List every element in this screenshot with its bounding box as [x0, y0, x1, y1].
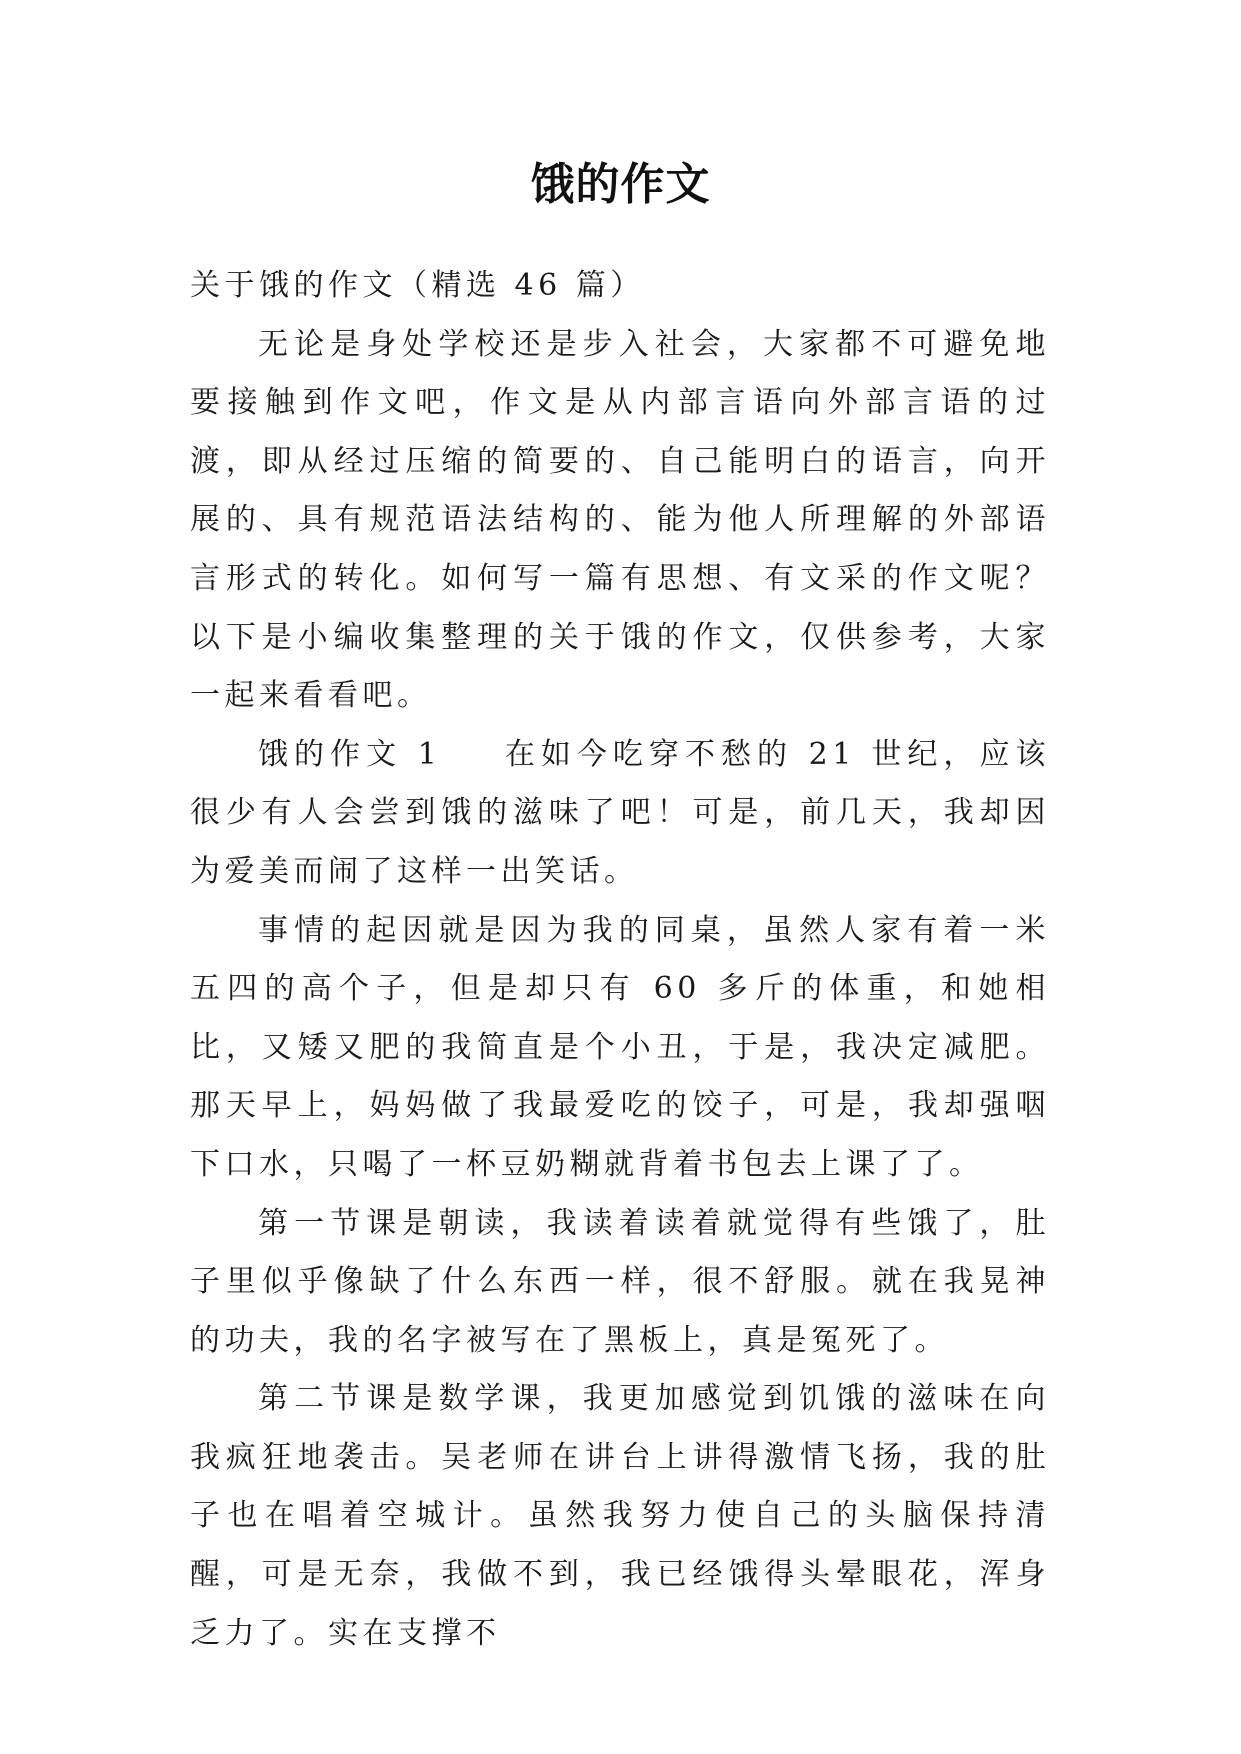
document-subtitle: 关于饿的作文（精选 46 篇）: [190, 268, 645, 303]
document-body: [190, 257, 1050, 1663]
essay-1-heading: 饿的作文 1: [258, 736, 442, 772]
document-title: 饿的作文: [530, 159, 711, 210]
intro-paragraph: 无论是身处学校还是步入社会，大家都不可避免地要接触到作文吧，作文是从内部言语向外部言语的过渡，即从经过压缩的简要的、自己能明白的语言，向开展的、具有规范语法结构的、能为他人所理解的外部语言形式的转化。如何写一篇有思想、有文采的作文呢？以下是小编收集整理的关于饿的作文，仅供参考，大家一起来看看吧。: [190, 326, 1050, 714]
essay-1-paragraph-4: 第二节课是数学课，我更加感觉到饥饿的滋味在向我疯狂地袭击。吴老师在讲台上讲得激情飞扬，我的肚子也在唱着空城计。虽然我努力使自己的头脑保持清醒，可是无奈，我做不到，我已经饿得头晕眼花，浑身乏力了。实在支撑不: [190, 1381, 1050, 1651]
essay-1-paragraph-1-text: 在如今吃穿不愁的 21 世纪，应该很少有人会尝到饿的滋味了吧！可是，前几天，我却因为爱美而闹了这样一出笑话。: [190, 736, 1050, 889]
essay-1-paragraph-3: 第一节课是朝读，我读着读着就觉得有些饿了，肚子里似乎像缺了什么东西一样，很不舒服。就在我晃神的功夫，我的名字被写在了黑板上，真是冤死了。: [190, 1205, 1050, 1358]
essay-1-paragraph-2: 事情的起因就是因为我的同桌，虽然人家有着一米五四的高个子，但是却只有 60 多斤的体重，和她相比，又矮又肥的我简直是个小丑，于是，我决定减肥。那天早上，妈妈做了我最爱吃的饺子，可是，我却强咽下口水，只喝了一杯豆奶糊就背着书包去上课了了。: [190, 912, 1050, 1182]
essay-1-paragraph-1: [190, 726, 1050, 902]
